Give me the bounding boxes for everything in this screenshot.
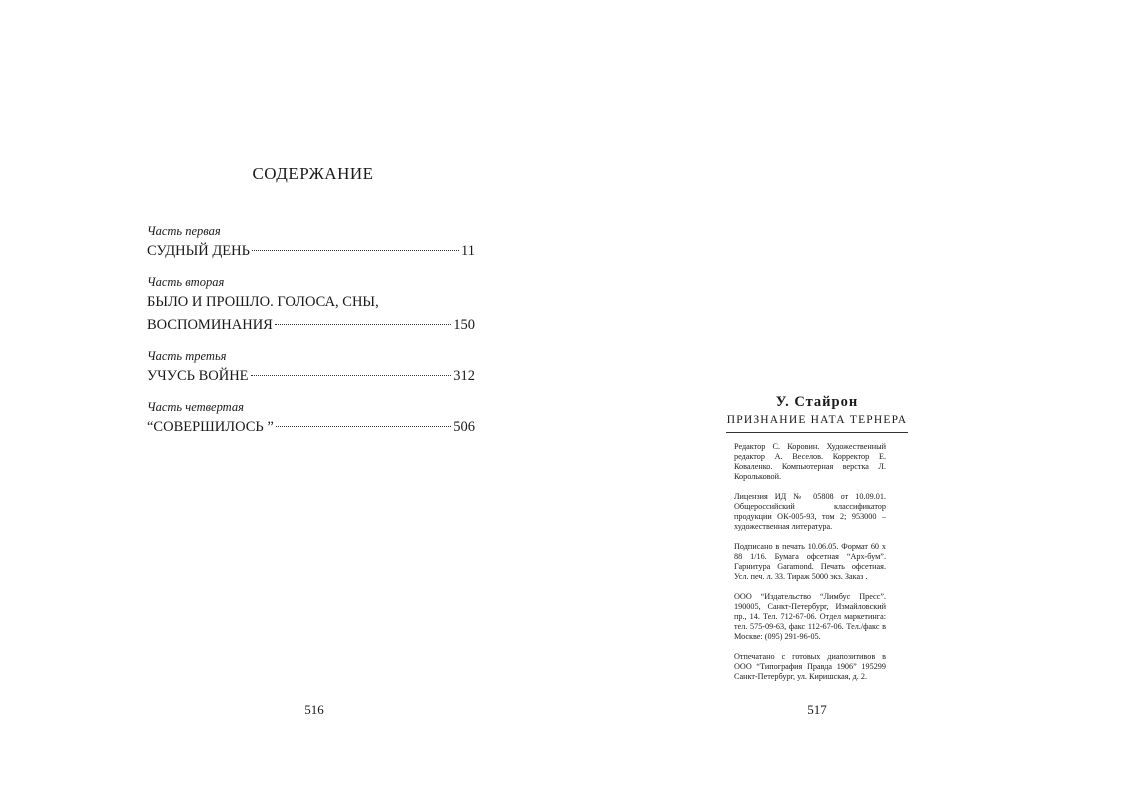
dot-leader [251,375,452,376]
toc-entry [147,314,475,337]
toc-entry [147,240,475,263]
part-label: Часть вторая [147,275,225,289]
imprint-paragraph: Лицензия ИД № 05808 от 10.09.01. Общероссийский классификатор продукции ОК-005-93, том 2; 953000 – художественная литература. [734,492,886,531]
book-author: У. Стайрон [775,394,859,410]
table-of-contents [147,222,475,449]
page-number: 516 [304,702,324,717]
part-label: Часть третья [147,349,227,363]
toc-part-4 [147,398,475,439]
entry-title: СУДНЫЙ ДЕНЬ [147,243,250,259]
entry-title: УЧУСЬ ВОЙНЕ [147,368,249,384]
right-page [566,0,1132,800]
imprint-paragraph: Редактор С. Коровин. Художественный редактор А. Веселов. Корректор Е. Коваленко. Компьютерная верстка Л. Корольковой. [734,442,886,481]
entry-page-number: 506 [453,419,475,435]
imprint-paragraph: ООО “Издательство “Лимбус Пресс”. 190005, Санкт-Петербург, Измайловский пр., 14. Тел. 712-67-06. Отдел маркетинга: тел. 575-09-63, факс 112-67-06. Тел./факс в Москве: (095) 291-96-05. [734,592,886,641]
entry-page-number: 11 [461,243,475,259]
entry-title: “СОВЕРШИЛОСЬ ” [147,419,274,435]
toc-heading: СОДЕРЖАНИЕ [252,164,374,183]
divider-rule [726,432,908,433]
toc-part-3 [147,347,475,388]
part-label: Часть четвертая [147,400,244,414]
toc-part-1 [147,222,475,263]
imprint-details [734,442,886,692]
entry-title: ВОСПОМИНАНИЯ [147,317,273,333]
book-title: ПРИЗНАНИЕ НАТА ТЕРНЕРА [726,414,908,426]
toc-part-2 [147,273,475,337]
dot-leader [275,324,451,325]
dot-leader [252,250,459,251]
page-number: 517 [807,702,827,717]
toc-entry [147,416,475,439]
part-label: Часть первая [147,224,221,238]
entry-title-line: БЫЛО И ПРОШЛО. ГОЛОСА, СНЫ, [147,294,379,310]
toc-entry [147,365,475,388]
dot-leader [276,426,451,427]
imprint-paragraph: Подписано в печать 10.06.05. Формат 60 x 88 1/16. Бумага офсетная “Арх-бум”. Гарнитура Garamond. Печать офсетная. Усл. печ. л. 33. Тираж 5000 экз. Заказ . [734,542,886,581]
entry-page-number: 312 [453,368,475,384]
entry-page-number: 150 [453,317,475,333]
imprint-paragraph: Отпечатано с готовых диапозитивов в ООО “Типография Правда 1906” 195299 Санкт-Петербург, ул. Киришская, д. 2. [734,652,886,681]
